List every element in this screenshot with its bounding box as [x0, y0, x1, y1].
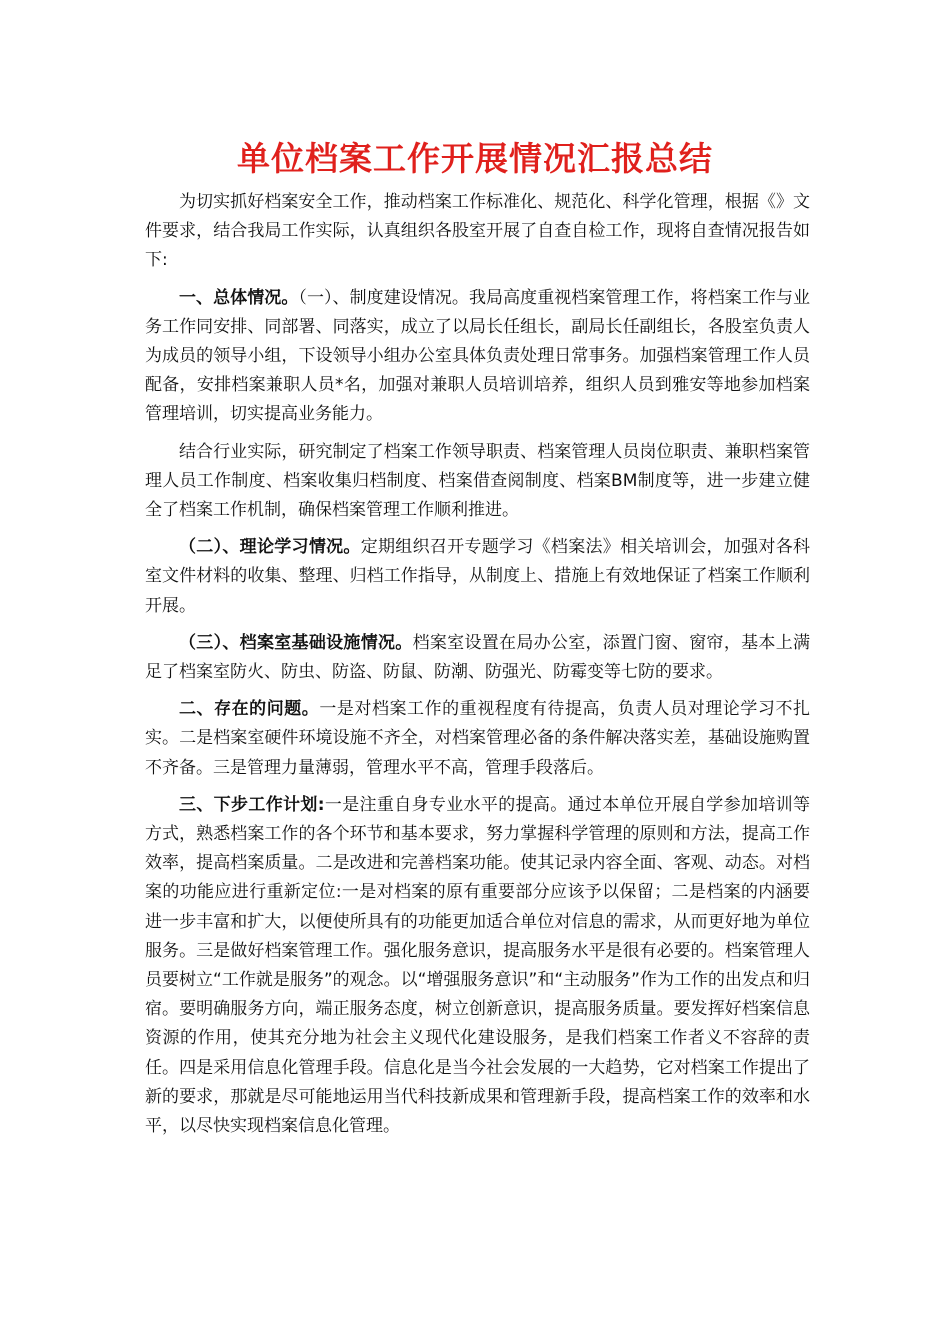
section-text: （一）、制度建设情况。我局高度重视档案管理工作，将档案工作与业务工作同安排、同部署、同落实，成立了以局长任组长，副局长任副组长，各股室负责人为成员的领导小组，下设领导小组办公室具体负责处理日常事务。加强档案管理工作人员配备，安排档案兼职人员*名，加强对兼职人员培训培养，组织人员到雅安等地参加档案管理培训，切实提高业务能力。 [145, 287, 811, 425]
section-next-plan [145, 791, 810, 1141]
section-heading: 二、存在的问题。 [179, 699, 320, 720]
document-title: 单位档案工作开展情况汇报总结 [237, 139, 713, 178]
section-text: 一是注重自身专业水平的提高。通过本单位开展自学参加培训等方式，熟悉档案工作的各个环节和基本要求，努力掌握科学管理的原则和方法，提高工作效率，提高档案质量。二是改进和完善档案功能。使其记录内容全面、客观、动态。对档案的功能应进行重新定位:一是对档案的原有重要部分应该予以保留；二是档案的内涵要进一步丰富和扩大，以便使所具有的功能更加适合单位对信息的需求，从而更好地为单位服务。三是做好档案管理工作。强化服务意识，提高服务水平是很有必要的。档案管理人员要树立“工作就是服务”的观念。以“增强服务意识”和“主动服务”作为工作的出发点和归宿。要明确服务方向，端正服务态度，树立创新意识，提高服务质量。要发挥好档案信息资源的作用，使其充分地为社会主义现代化建设服务，是我们档案工作者义不容辞的责任。四是采用信息化管理手段。信息化是当今社会发展的一大趋势，它对档案工作提出了新的要求，那就是尽可能地运用当代科技新成果和管理新手段，提高档案工作的效率和水平，以尽快实现档案信息化管理。 [145, 794, 810, 1137]
document-body [145, 188, 810, 1149]
section-heading: （二）、理论学习情况。 [179, 537, 361, 558]
section-heading: 三、下步工作计划: [179, 794, 325, 815]
section-theory-study [145, 533, 810, 621]
section-text: 定期组织召开专题学习《档案法》相关培训会，加强对各科室文件材料的收集、整理、归档工作指导，从制度上、措施上有效地保证了档案工作顺利开展。 [145, 537, 811, 616]
section-overall-continued [145, 438, 810, 526]
section-text: 档案室设置在局办公室，添置门窗、窗帘，基本上满足了档案室防火、防虫、防盗、防鼠、防潮、防强光、防霉变等七防的要求。 [145, 632, 811, 683]
section-text: 结合行业实际，研究制定了档案工作领导职责、档案管理人员岗位职责、兼职档案管理人员工作制度、档案收集归档制度、档案借查阅制度、档案BM制度等，进一步建立健全了档案工作机制，确保档案管理工作顺利推进。 [145, 441, 810, 521]
section-infrastructure [145, 629, 810, 687]
intro-paragraph: 为切实抓好档案安全工作，推动档案工作标准化、规范化、科学化管理，根据《》文件要求，结合我局工作实际，认真组织各股室开展了自查自检工作，现将自查情况报告如下: [145, 192, 810, 271]
section-heading: 一、总体情况。 [179, 287, 299, 308]
section-problems [145, 695, 810, 783]
section-heading: （三）、档案室基础设施情况。 [179, 632, 413, 653]
section-text: 一是对档案工作的重视程度有待提高，负责人员对理论学习不扎实。二是档案室硬件环境设施不齐全，对档案管理必备的条件解决落实差，基础设施购置不齐备。三是管理力量薄弱，管理水平不高，管理手段落后。 [145, 699, 810, 778]
section-overall [145, 284, 810, 430]
